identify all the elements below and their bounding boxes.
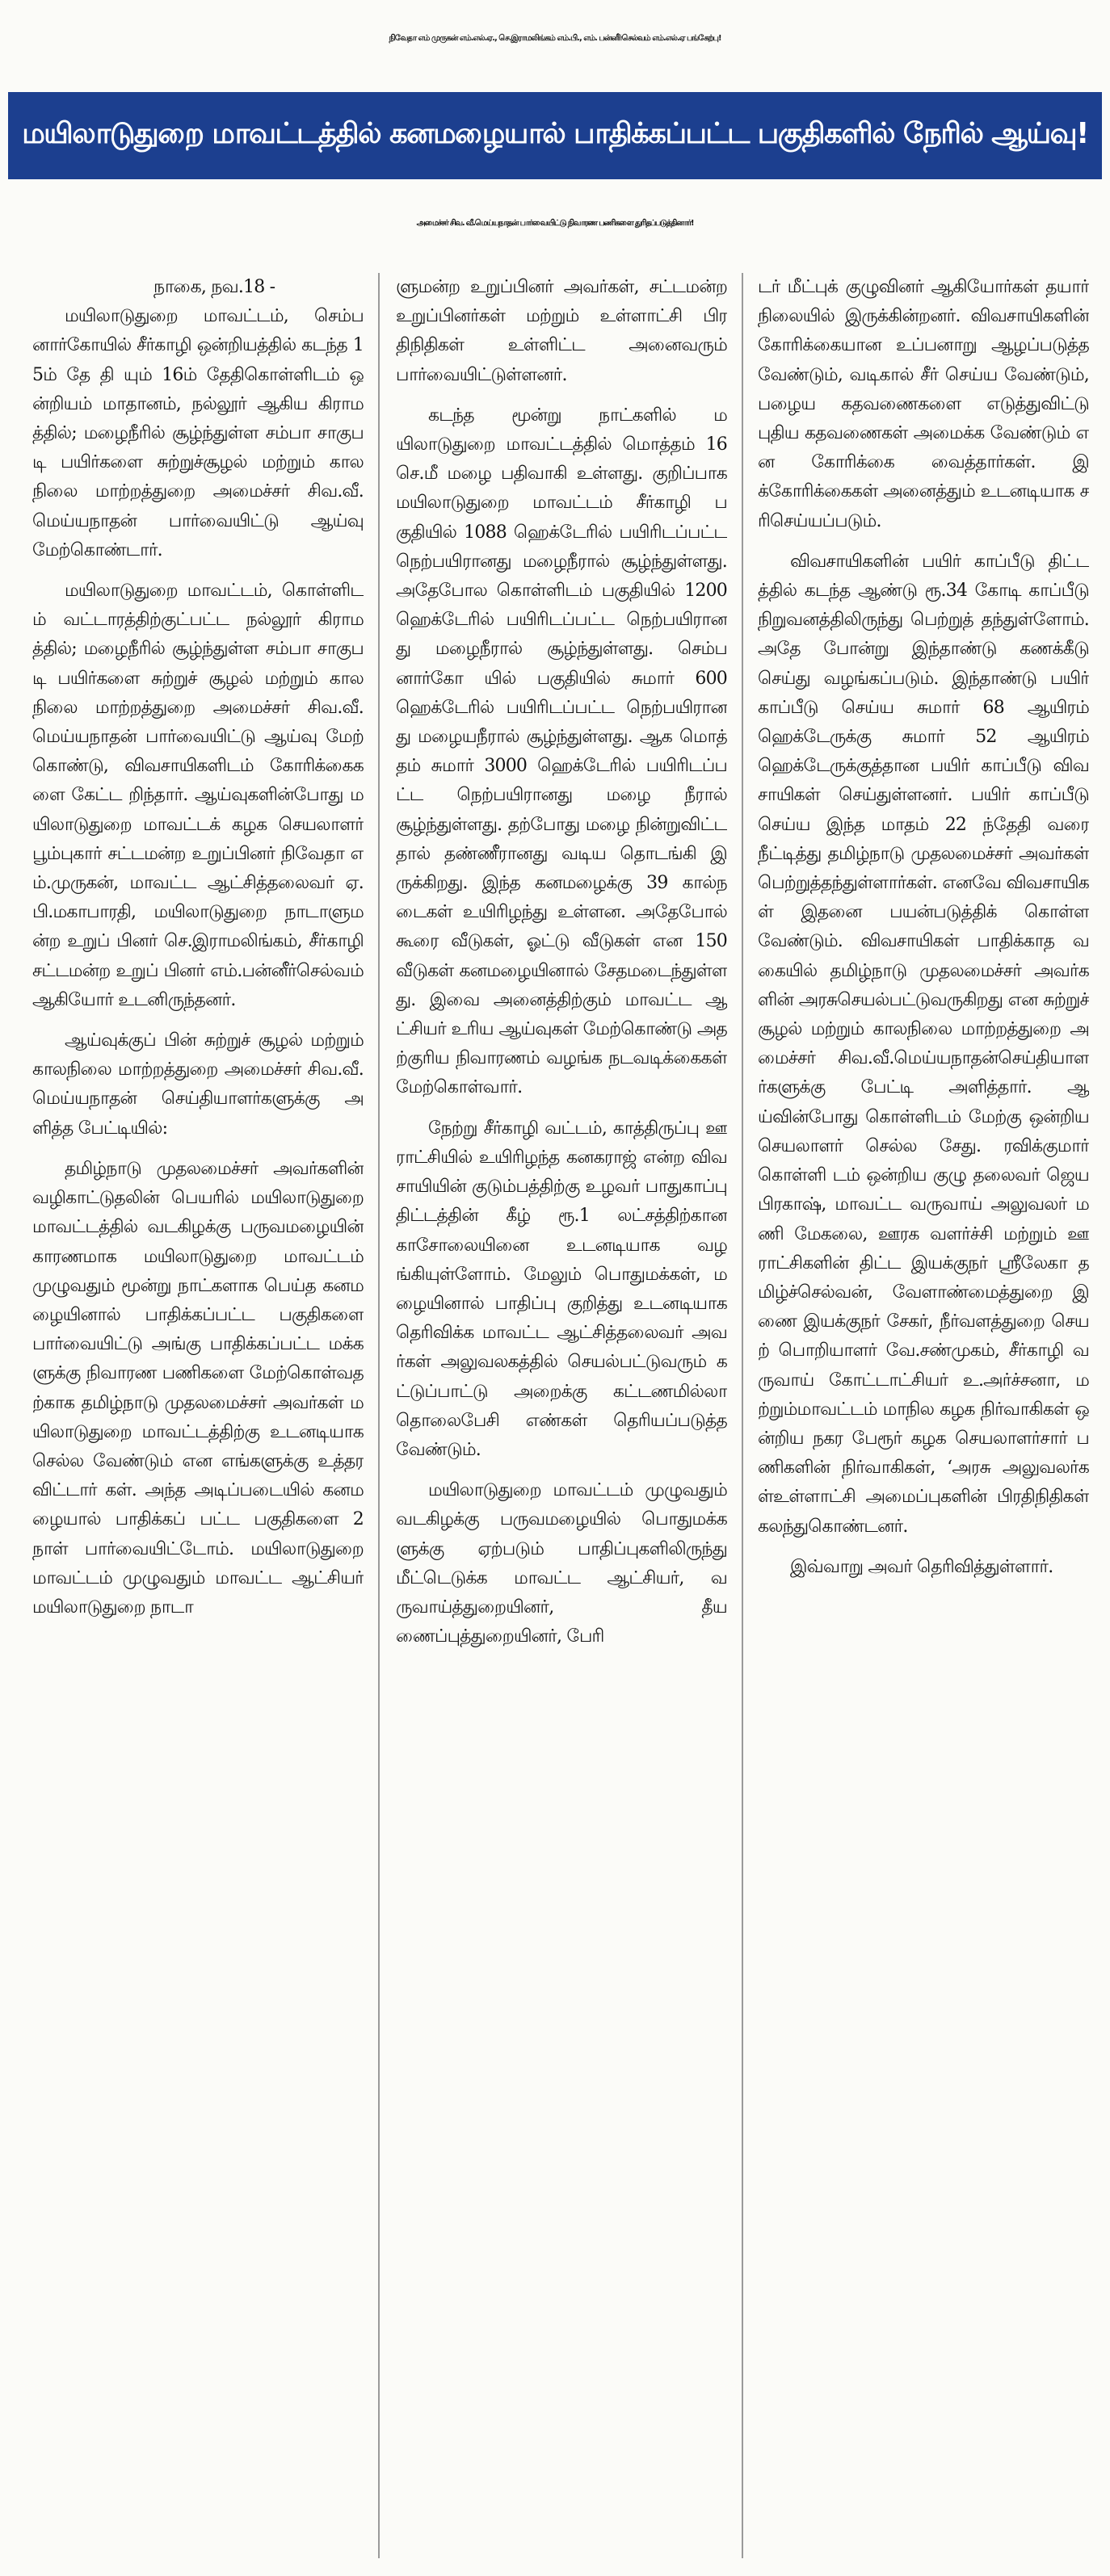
headline: மயிலாடுதுறை மாவட்டத்தில் கனமழையால் பாதிக்கப்பட்ட பகுதிகளில் நேரில் ஆய்வு! xyxy=(22,117,1088,150)
subheadline: அமைச்சர் சிவ. வீ.மெய்யநாதன் பார்வையிட்டு நிவாரண பணிகளை துரிதப்படுத்தினார்! xyxy=(416,219,694,228)
article-column-1 xyxy=(32,273,364,2573)
paragraph: மயிலாடுதுறை மாவட்டம், கொள்ளிடம் வட்டாரத்திற்குட்பட்ட நல்லூர் கிராமத்தில்; மழைநீரில் சூழ்ந்துள்ள சம்பா சாகுபடி பயிர்களை சுற்றுச் சூழல் மற்றும் காலநிலை மாற்றத்துறை அமைச்சர் சிவ.வீ. மெய்யநாதன் பார்வையிட்டு ஆய்வு மேற் கொண்டு, விவசாயிகளிடம் கோரிக்கைகளை கேட்ட றிந்தார். ஆய்வுகளின்போது மயிலாடுதுறை மாவட்டக் கழக செயலாளர் பூம்புகார் சட்டமன்ற உறுப்பினர் நிவேதா எம்.முருகன், மாவட்ட ஆட்சித்தலைவர் ஏ.பி.மகாபாரதி, மயிலாடுதுறை நாடாளுமன்ற உறுப் பினர் செ.இராமலிங்கம், சீர்காழி சட்டமன்ற உறுப் பினர் எம்.பன்னீர்செல்வம் ஆகியோர் உடனிருந்தனர். xyxy=(32,581,364,1010)
article-column-2 xyxy=(396,273,727,2573)
paragraph: தமிழ்நாடு முதலமைச்சர் அவர்களின் வழிகாட்டுதலின் பெயரில் மயிலாடுதுறை மாவட்டத்தில் வடகிழக்கு பருவமழையின் காரணமாக மயிலாடுதுறை மாவட்டம் முழுவதும் மூன்று நாட்களாக பெய்த கனமழையினால் பாதிக்கப்பட்ட பகுதிகளை பார்வையிட்டு அங்கு பாதிக்கப்பட்ட மக்களுக்கு நிவாரண பணிகளை மேற்கொள்வதற்காக தமிழ்நாடு முதலமைச்சர் அவர்கள் மயிலாடுதுறை மாவட்டத்திற்கு உடனடியாக செல்ல வேண்டும் என எங்களுக்கு உத்தரவிட்டார் கள். அந்த அடிப்படையில் கனமழையால் பாதிக்கப் பட்ட பகுதிகளை 2 நாள் பார்வையிட்டோம். மயிலாடுதுறை மாவட்டம் முழுவதும் மாவட்ட ஆட்சியர் மயிலாடுதுறை நாடா xyxy=(32,1158,364,1617)
paragraph: டர் மீட்புக் குழுவினர் ஆகியோர்கள் தயார் நிலையில் இருக்கின்றனர். விவசாயிகளின் கோரிக்கையான உப்பனாறு ஆழப்படுத்த வேண்டும், வடிகால் சீர் செய்ய வேண்டும், பழைய கதவணைகளை எடுத்துவிட்டு புதிய கதவணைகள் அமைக்க வேண்டும் என கோரிக்கை வைத்தார்கள். இக்கோரிக்கைகள் அனைத்தும் உடனடியாக சரிசெய்யப்படும். xyxy=(758,277,1089,531)
paragraph: இவ்வாறு அவர் தெரிவித்துள்ளார். xyxy=(790,1556,1053,1577)
article-column-3 xyxy=(758,273,1089,2573)
headline-banner xyxy=(8,92,1102,179)
paragraph: நேற்று சீர்காழி வட்டம், காத்திருப்பு ஊராட்சியில் உயிரிழந்த கனகராஜ் என்ற விவசாயியின் குடும்பத்திற்கு உழவர் பாதுகாப்பு திட்டத்தின் கீழ் ரூ.1 லட்சத்திற்கான காசோலையினை உடனடியாக வழங்கியுள்ளோம். மேலும் பொதுமக்கள், மழையினால் பாதிப்பு குறித்து உடனடியாக தெரிவிக்க மாவட்ட ஆட்சித்தலைவர் அவர்கள் அலுவலகத்தில் செயல்பட்டுவரும் கட்டுப்பாட்டு அறைக்கு கட்டணமில்லா தொலைபேசி எண்கள் தெரியப்படுத்தவேண்டும். xyxy=(396,1118,727,1460)
kicker-line: நிவேதா எம் முருகன் எம்.எல்.ஏ., செ.இராமலிங்கம் எம்.பி., எம். பன்னீர்செல்வம் எம்.எல்.ஏ பங்கேற்பு! xyxy=(389,34,721,43)
paragraph: விவசாயிகளின் பயிர் காப்பீடு திட்டத்தில் கடந்த ஆண்டு ரூ.34 கோடி காப்பீடு நிறுவனத்திலிருந்து பெற்றுத் தந்துள்ளோம். அதே போன்று இந்தாண்டு கணக்கீடு செய்து வழங்கப்படும். இந்தாண்டு பயிர் காப்பீடு செய்ய சுமார் 68 ஆயிரம் ஹெக்டேருக்கு சுமார் 52 ஆயிரம் ஹெக்டேருக்குத்தான பயிர் காப்பீடு விவசாயிகள் செய்துள்ளனர். பயிர் காப்பீடு செய்ய இந்த மாதம் 22 ந்தேதி வரை நீட்டித்து தமிழ்நாடு முதலமைச்சர் அவர்கள் பெற்றுத்தந்துள்ளார்கள். எனவே விவசாயிகள் இதனை பயன்படுத்திக் கொள்ள வேண்டும். விவசாயிகள் பாதிக்காத வகையில் தமிழ்நாடு முதலமைச்சர் அவர்களின் அரசுசெயல்பட்டுவருகிறது என சுற்றுச் சூழல் மற்றும் காலநிலை மாற்றத்துறை அமைச்சர் சிவ.வீ.மெய்யநாதன்செய்தியாளர்களுக்கு பேட்டி அளித்தார். ஆய்வின்போது கொள்ளிடம் மேற்கு ஒன்றிய செயலாளர் செல்ல சேது. ரவிக்குமார் கொள்ளி டம் ஒன்றிய குழு தலைவர் ஜெயபிரகாஷ், மாவட்ட வருவாய் அலுவலர் மணி மேகலை, ஊரக வளர்ச்சி மற்றும் ஊராட்சிகளின் திட்ட இயக்குநர் ஸ்ரீலேகா தமிழ்ச்செல்வன், வேளாண்மைத்துறை இணை இயக்குநர் சேகர், நீர்வளத்துறை செயற் பொறியாளர் வே.சண்முகம், சீர்காழி வருவாய் கோட்டாட்சியர் உ.அர்ச்சனா, மற்றும்மாவட்டம் மாநில கழக நிர்வாகிகள் ஒன்றிய நகர பேரூர் கழக செயலாளர்சார் பணிகளின் நிர்வாகிகள், ‘அரசு அலுவலர்கள்உள்ளாட்சி அமைப்புகளின் பிரதிநிதிகள் கலந்துகொண்டனர். xyxy=(758,551,1089,1537)
article-body xyxy=(0,273,1110,2573)
dateline: நாகை, நவ.18 - xyxy=(153,277,275,297)
paragraph: ஆய்வுக்குப் பின் சுற்றுச் சூழல் மற்றும் காலநிலை மாற்றத்துறை அமைச்சர் சிவ.வீ.மெய்யநாதன் செய்தியாளர்களுக்கு அளித்த பேட்டியில்: xyxy=(32,1030,364,1139)
paragraph: ளுமன்ற உறுப்பினர் அவர்கள், சட்டமன்ற உறுப்பினர்கள் மற்றும் உள்ளாட்சி பிரதிநிதிகள் உள்ளிட்ட அனைவரும் பார்வையிட்டுள்ளனர். xyxy=(396,277,727,385)
paragraph: மயிலாடுதுறை மாவட்டம் முழுவதும் வடகிழக்கு பருவமழையில் பொதுமக்களுக்கு ஏற்படும் பாதிப்புகளிலிருந்து மீட்டெடுக்க மாவட்ட ஆட்சியர், வருவாய்த்துறையினர், தீயணைப்புத்துறையினர், பேரி xyxy=(396,1480,727,1647)
paragraph: மயிலாடுதுறை மாவட்டம், செம்பனார்கோயில் சீர்காழி ஒன்றியத்தில் கடந்த 15ம் தே தி யும் 16ம் தேதிகொள்ளிடம் ஒன்றியம் மாதானம், நல்லூர் ஆகிய கிராமத்தில்; மழைநீரில் சூழ்ந்துள்ள சம்பா சாகுபடி பயிர்களை சுற்றுச்சூழல் மற்றும் காலநிலை மாற்றத்துறை அமைச்சர் சிவ.வீ.மெய்யநாதன் பார்வையிட்டு ஆய்வு மேற்கொண்டார். xyxy=(32,306,364,560)
paragraph: கடந்த மூன்று நாட்களில் மயிலாடுதுறை மாவட்டத்தில் மொத்தம் 16 செ.மீ மழை பதிவாகி உள்ளது. குறிப்பாக மயிலாடுதுறை மாவட்டம் சீர்காழி பகுதியில் 1088 ஹெக்டேரில் பயிரிடப்பட்ட நெற்பயிரானது மழைநீரால் சூழ்ந்துள்ளது. அதேபோல கொள்ளிடம் பகுதியில் 1200 ஹெக்டேரில் பயிரிடப்பட்ட நெற்பயிரானது மழைநீரால் சூழ்ந்துள்ளது. செம்பனார்கோ யில் பகுதியில் சுமார் 600 ஹெக்டேரில் பயிரிடப்பட்ட நெற்பயிரானது மழையநீரால் சூழ்ந்துள்ளது. ஆக மொத் தம் சுமார் 3000 ஹெக்டேரில் பயிரிடப்பட்ட நெற்பயிரானது மழை நீரால் சூழ்ந்துள்ளது. தற்போது மழை நின்றுவிட்டதால் தண்ணீரானது வடிய தொடங்கி இருக்கிறது. இந்த கனமழைக்கு 39 கால்நடைகள் உயிரிழந்து உள்ளன. அதேபோல் கூரை வீடுகள், ஓட்டு வீடுகள் என 150 வீடுகள் கனமழையினால் சேதமடைந்துள்ளது. இவை அனைத்திற்கும் மாவட்ட ஆட்சியர் உரிய ஆய்வுகள் மேற்கொண்டு அதற்குரிய நிவாரணம் வழங்க நடவடிக்கைகள் மேற்கொள்வார். xyxy=(396,405,727,1098)
